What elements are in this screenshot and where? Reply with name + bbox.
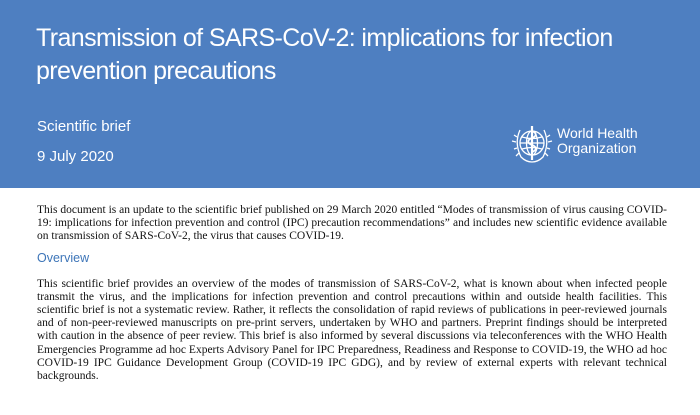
document-title: Transmission of SARS-CoV-2: implications for infection prevention precautions [36,24,613,85]
who-emblem-icon [510,121,554,165]
organization-name: World Health Organization [557,125,638,156]
overview-paragraph: This scientific brief provides an overview of the modes of transmission of SARS-CoV-2, what is known about when infected people transmit the virus, and the implications for infection prevention and control precautions within and outside health facilities. This scientific brief is not a systematic review. Rather, it reflects the consolidation of rapid reviews of publications in peer-reviewed journals and of non-peer-reviewed manuscripts on pre-print servers, undertaken by WHO and partners. Preprint findings should be interpreted with caution in the absence of peer review. This brief is also informed by several discussions via teleconferences with the WHO Health Emergencies Programme ad hoc Experts Advisory Panel for IPC Preparedness, Readiness and Response to COVID-19, the WHO ad hoc COVID-19 IPC Guidance Development Group (COVID-19 IPC GDG), and by review of external experts with relevant technical backgrounds. [37,277,667,383]
title-banner [0,0,700,188]
document-type: Scientific brief [37,118,131,135]
document-body [37,204,667,383]
publication-date: 9 July 2020 [37,148,114,165]
overview-heading: Overview [37,250,90,265]
who-logo [510,121,676,165]
intro-paragraph: This document is an update to the scientific brief published on 29 March 2020 entitled “Modes of transmission of virus causing COVID-19: implications for infection prevention and control (IPC) precaution recommendations” and includes new scientific evidence available on transmission of SARS-CoV-2, the virus that causes COVID-19. [37,204,667,243]
